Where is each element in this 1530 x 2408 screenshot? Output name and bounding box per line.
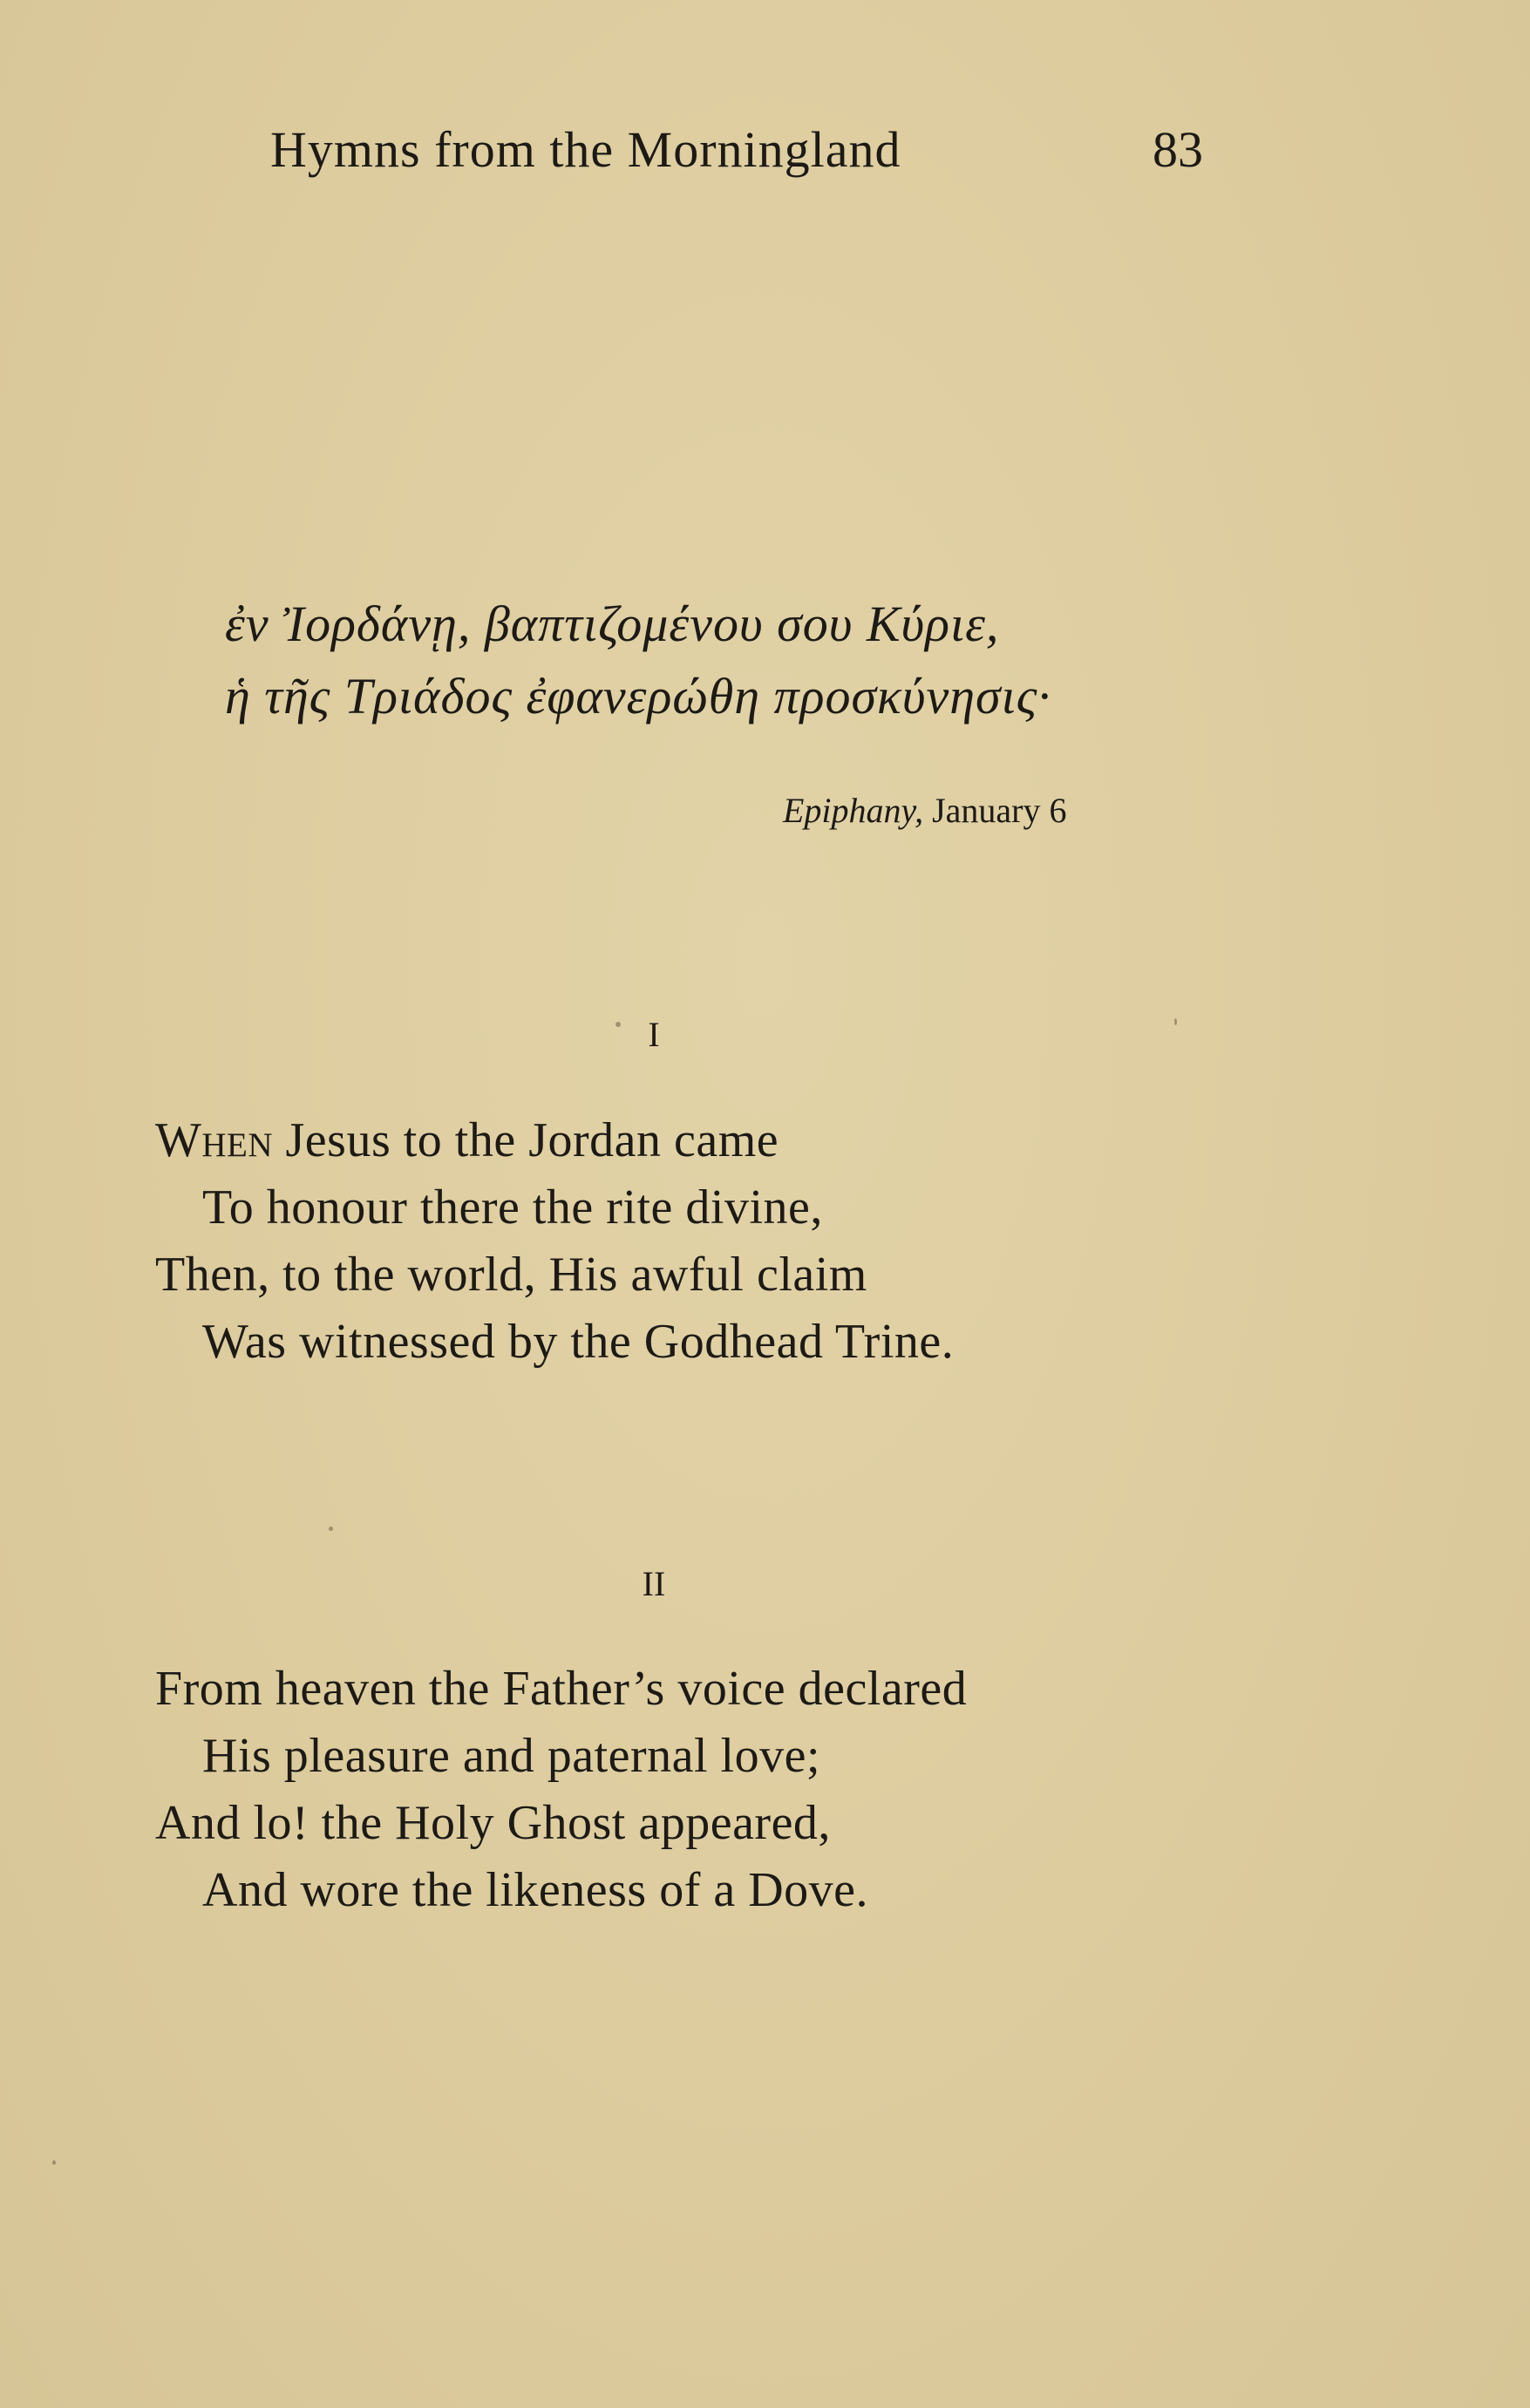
verse-line: To honour there the rite divine, [202,1180,823,1235]
verse-line-text: Jesus to the Jordan came [285,1113,779,1167]
verse-line: And wore the likeness of a Dove. [202,1863,869,1917]
verse-line: Then, to the world, His awful claim [155,1248,867,1302]
occasion-attribution [783,790,1067,831]
verse-line: And lo! the Holy Ghost appeared, [155,1796,831,1850]
stanza-numeral-1: I [648,1015,660,1054]
greek-epigraph-line-1: ἐν Ἰορδάνῃ, βαπτιζομένου σου Κύριε, [225,595,1000,652]
stanza-numeral-2: II [642,1564,666,1603]
verse-lead-word: When [155,1113,274,1167]
feast-date: January 6 [932,791,1067,830]
feast-name: Epiphany, [783,791,924,830]
running-title: Hymns from the Morningland [270,121,901,178]
paper-speck [329,1527,333,1531]
verse-line [155,1112,779,1168]
verse-line: Was witnessed by the Godhead Trine. [202,1315,955,1369]
paper-speck [52,2160,56,2165]
greek-epigraph-line-2: ἡ τῆς Τριάδος ἐφανερώθη προσκύνησις· [225,668,1051,724]
page-number: 83 [1153,121,1203,178]
paper-speck [615,1022,621,1027]
verse-line: From heaven the Father’s voice declared [155,1662,968,1716]
paper-speck [1174,1018,1177,1025]
verse-line: His pleasure and paternal love; [202,1729,821,1783]
